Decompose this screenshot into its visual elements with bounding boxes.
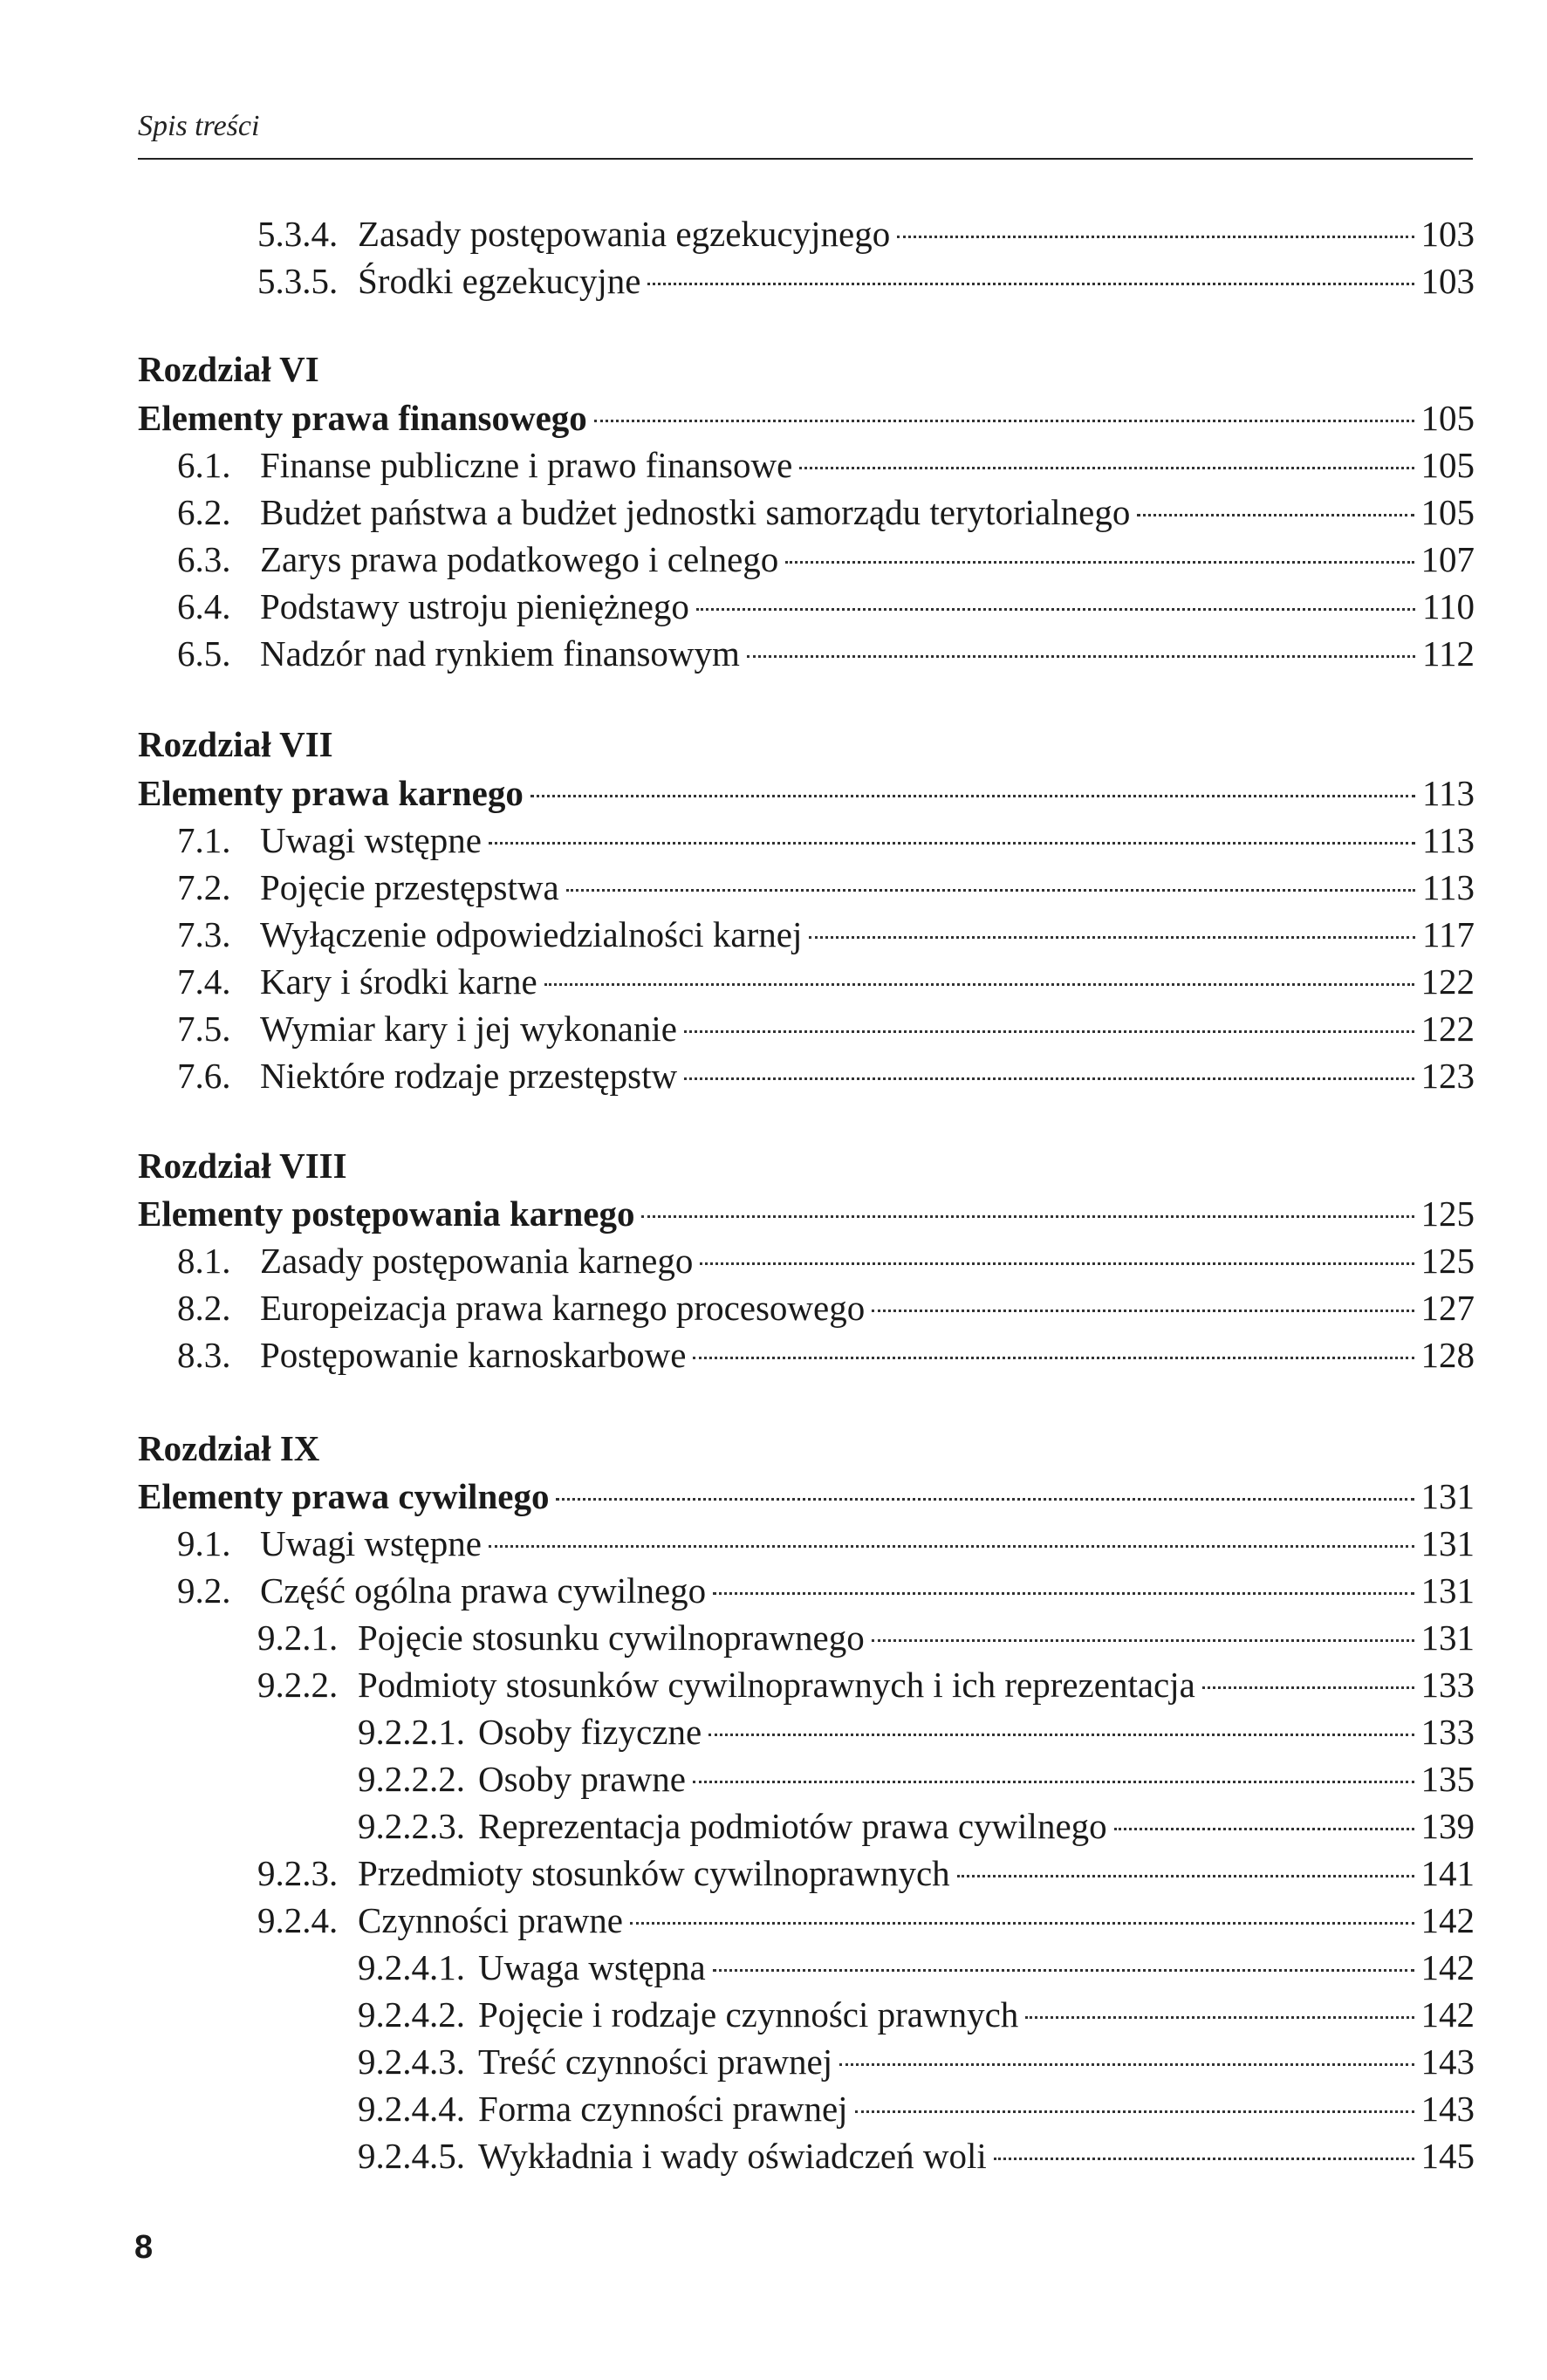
entry-title: Zarys prawa podatkowego i celnego [260,539,779,579]
entry-page: 131 [1420,1617,1475,1658]
entry-number: 9.2.4. [257,1900,339,1940]
entry-page: 143 [1420,2089,1475,2129]
page-number: 8 [134,2229,154,2266]
entry-title: Nadzór nad rynkiem finansowym [260,633,740,674]
entry-number: 8.1. [177,1241,231,1281]
entry-page: 103 [1420,261,1475,301]
entry-page: 142 [1420,1900,1475,1940]
leader-dots [785,561,1414,564]
entry-page: 135 [1420,1759,1475,1799]
toc-entry[interactable] [177,441,1475,489]
entry-page: 105 [1420,398,1475,438]
entry-title: Czynności prawne [358,1900,623,1940]
entry-number: 7.1. [177,820,231,860]
toc-entry[interactable] [177,630,1475,677]
entry-page: 127 [1420,1288,1475,1328]
entry-page: 113 [1422,867,1475,907]
entry-number: 9.2.3. [257,1853,339,1893]
entry-title: Budżet państwa a budżet jednostki samorządu terytorialnego [260,492,1131,532]
entry-page: 125 [1420,1241,1475,1281]
entry-number: 9.2.2.1. [358,1712,465,1752]
entry-page: 122 [1420,961,1475,1002]
entry-title: Uwagi wstępne [260,1523,482,1563]
leader-dots [693,1357,1414,1359]
toc-entry[interactable] [257,1897,1475,1944]
entry-page: 142 [1420,1947,1475,1987]
entry-number: 6.2. [177,492,231,532]
chapter-label: Rozdział VI [138,349,319,389]
entry-title: Pojęcie przestępstwa [260,867,559,907]
toc-entry[interactable] [358,1802,1475,1850]
chapter-title: Elementy prawa finansowego [138,398,587,438]
entry-number: 9.2.1. [257,1617,339,1658]
leader-dots [747,655,1415,658]
entry-title: Zasady postępowania karnego [260,1241,694,1281]
entry-number: 9.2.4.1. [358,1947,465,1987]
leader-dots [708,1734,1414,1736]
leader-dots [566,889,1415,892]
entry-number: 9.2.2. [257,1665,339,1705]
entry-page: 131 [1420,1476,1475,1516]
toc-entry[interactable] [177,1520,1475,1567]
toc-entry[interactable] [177,583,1475,630]
toc-entry[interactable] [257,210,1475,257]
leader-dots [994,2158,1414,2160]
entry-number: 9.2.4.5. [358,2136,465,2176]
leader-dots [897,236,1414,238]
entry-page: 139 [1420,1806,1475,1846]
entry-title: Wyłączenie odpowiedzialności karnej [260,914,803,954]
entry-page: 133 [1420,1712,1475,1752]
toc-entry[interactable] [177,1567,1475,1614]
toc-entry[interactable] [358,1755,1475,1802]
entry-number: 7.3. [177,914,231,954]
entry-number: 6.3. [177,539,231,579]
entry-number: 9.2.2.3. [358,1806,465,1846]
entry-number: 5.3.5. [257,261,339,301]
leader-dots [957,1875,1414,1877]
chapter-title-entry[interactable] [138,769,1475,817]
entry-page: 113 [1422,820,1475,860]
toc-entry[interactable] [177,1052,1475,1099]
toc-entry[interactable] [177,1331,1475,1378]
leader-dots [641,1215,1414,1218]
toc-entry[interactable] [358,1944,1475,1991]
entry-number: 9.2. [177,1570,231,1611]
entry-page: 145 [1420,2136,1475,2176]
chapter-title-entry[interactable] [138,1190,1475,1237]
toc-entry[interactable] [177,1005,1475,1052]
entry-number: 9.2.4.2. [358,1994,465,2035]
entry-number: 9.1. [177,1523,231,1563]
entry-title: Pojęcie i rodzaje czynności prawnych [478,1994,1019,2035]
leader-dots [1025,2016,1414,2019]
toc-entry[interactable] [177,1284,1475,1331]
leader-dots [713,1592,1414,1595]
entry-title: Przedmioty stosunków cywilnoprawnych [358,1853,950,1893]
leader-dots [647,283,1414,285]
entry-page: 112 [1422,633,1475,674]
leader-dots [696,608,1415,611]
toc-entry[interactable] [358,2132,1475,2179]
chapter-label: Rozdział VIII [138,1146,347,1186]
running-head: Spis treści [138,110,260,142]
toc-entry[interactable] [257,257,1475,304]
toc-entry[interactable] [358,2085,1475,2132]
entry-title: Osoby prawne [478,1759,686,1799]
chapter-label: Rozdział IX [138,1428,320,1468]
entry-page: 123 [1420,1056,1475,1096]
entry-page: 133 [1420,1665,1475,1705]
leader-dots [700,1262,1414,1265]
toc-entry[interactable] [358,1991,1475,2038]
leader-dots [1114,1828,1414,1830]
leader-dots [544,983,1414,986]
entry-number: 7.2. [177,867,231,907]
entry-number: 9.2.2.2. [358,1759,465,1799]
header-rule [138,158,1473,160]
leader-dots [1202,1686,1414,1689]
leader-dots [693,1781,1414,1783]
entry-title: Środki egzekucyjne [358,261,641,301]
leader-dots [489,842,1415,845]
entry-page: 107 [1420,539,1475,579]
entry-page: 110 [1422,586,1475,626]
entry-number: 5.3.4. [257,214,339,254]
leader-dots [489,1545,1414,1548]
chapter-title: Elementy prawa cywilnego [138,1476,550,1516]
entry-page: 131 [1420,1570,1475,1611]
entry-number: 8.3. [177,1335,231,1375]
toc-entry[interactable] [177,536,1475,583]
entry-number: 6.4. [177,586,231,626]
entry-title: Osoby fizyczne [478,1712,702,1752]
entry-title: Wykładnia i wady oświadczeń woli [478,2136,987,2176]
entry-page: 105 [1420,445,1475,485]
entry-page: 131 [1420,1523,1475,1563]
toc-entry[interactable] [177,489,1475,536]
leader-dots [684,1030,1414,1033]
leader-dots [684,1077,1414,1080]
entry-number: 7.5. [177,1009,231,1049]
entry-title: Europeizacja prawa karnego procesowego [260,1288,866,1328]
entry-title: Podmioty stosunków cywilnoprawnych i ich reprezentacja [358,1665,1195,1705]
toc-entry[interactable] [358,2038,1475,2085]
leader-dots [594,420,1414,422]
entry-title: Zasady postępowania egzekucyjnego [358,214,891,254]
entry-title: Wymiar kary i jej wykonanie [260,1009,677,1049]
entry-title: Pojęcie stosunku cywilnoprawnego [358,1617,865,1658]
leader-dots [839,2063,1414,2066]
entry-page: 122 [1420,1009,1475,1049]
entry-page: 125 [1420,1193,1475,1234]
toc-entry[interactable] [257,1850,1475,1897]
entry-title: Uwaga wstępna [478,1947,706,1987]
entry-number: 7.6. [177,1056,231,1096]
toc-entry[interactable] [257,1661,1475,1708]
entry-number: 8.2. [177,1288,231,1328]
leader-dots [855,2110,1414,2113]
entry-title: Postępowanie karnoskarbowe [260,1335,687,1375]
toc-entry[interactable] [358,1708,1475,1755]
entry-number: 9.2.4.4. [358,2089,465,2129]
toc-entry[interactable] [177,911,1475,958]
entry-number: 9.2.4.3. [358,2041,465,2082]
leader-dots [799,467,1414,469]
toc-entry[interactable] [177,817,1475,864]
entry-number: 7.4. [177,961,231,1002]
toc-entry[interactable] [257,1614,1475,1661]
entry-title: Reprezentacja podmiotów prawa cywilnego [478,1806,1107,1846]
entry-title: Podstawy ustroju pieniężnego [260,586,689,626]
leader-dots [809,936,1415,939]
entry-page: 105 [1420,492,1475,532]
chapter-title-entry[interactable] [138,1473,1475,1520]
entry-number: 6.1. [177,445,231,485]
chapter-title: Elementy postępowania karnego [138,1193,635,1234]
toc-entry[interactable] [177,864,1475,911]
entry-title: Treść czynności prawnej [478,2041,833,2082]
leader-dots [1137,514,1414,516]
chapter-title-entry[interactable] [138,394,1475,441]
entry-page: 128 [1420,1335,1475,1375]
entry-title: Finanse publiczne i prawo finansowe [260,445,793,485]
entry-page: 103 [1420,214,1475,254]
leader-dots [530,795,1415,797]
leader-dots [556,1498,1414,1501]
entry-page: 141 [1420,1853,1475,1893]
leader-dots [713,1969,1414,1972]
entry-page: 117 [1422,914,1475,954]
entry-title: Kary i środki karne [260,961,537,1002]
entry-title: Uwagi wstępne [260,820,482,860]
entry-title: Niektóre rodzaje przestępstw [260,1056,678,1096]
entry-title: Forma czynności prawnej [478,2089,848,2129]
leader-dots [872,1639,1414,1642]
entry-page: 113 [1422,773,1475,813]
entry-number: 6.5. [177,633,231,674]
toc-entry[interactable] [177,1237,1475,1284]
entry-title: Część ogólna prawa cywilnego [260,1570,707,1611]
chapter-label: Rozdział VII [138,724,333,764]
chapter-title: Elementy prawa karnego [138,773,524,813]
leader-dots [630,1922,1414,1925]
entry-page: 142 [1420,1994,1475,2035]
toc-entry[interactable] [177,958,1475,1005]
entry-page: 143 [1420,2041,1475,2082]
leader-dots [872,1310,1414,1312]
